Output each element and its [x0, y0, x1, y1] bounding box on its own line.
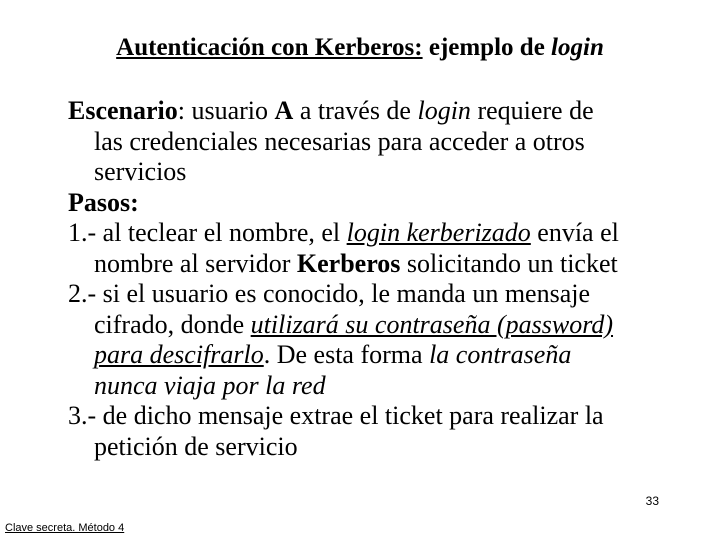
- scenario-user: A: [274, 96, 294, 125]
- steps-label: Pasos:: [68, 187, 139, 217]
- scenario-label: Escenario: [68, 96, 178, 125]
- step2-text-1: cifrado, donde: [94, 309, 251, 339]
- title-rest: ejemplo de: [422, 34, 552, 61]
- slide-body: [68, 96, 668, 462]
- step2-text-2: . De esta forma: [263, 340, 430, 369]
- scenario-line-1: [68, 96, 668, 127]
- step2-line-3: [68, 340, 668, 371]
- slide-title: [60, 32, 660, 64]
- step3-line-2: petición de servicio: [94, 431, 298, 461]
- scenario-text-1: : usuario: [177, 96, 275, 125]
- step1-text-2: envía el: [530, 218, 619, 247]
- step2-line-1: 2.- si el usuario es conocido, le manda un mensaje: [68, 279, 591, 308]
- page-number: 33: [645, 494, 659, 508]
- step3-line-1: 3.- de dicho mensaje extrae el ticket para realizar la: [68, 401, 604, 430]
- scenario-line-2: las credenciales necesarias para acceder a otros: [94, 126, 585, 156]
- step1-login-kerberizado: login kerberizado: [346, 218, 531, 247]
- step1-text-4: solicitando un ticket: [400, 248, 618, 278]
- scenario-line-3: servicios: [94, 157, 187, 186]
- scenario-text-3: requiere de: [470, 96, 594, 125]
- step2-line-4: nunca viaja por la red: [94, 370, 326, 400]
- scenario-login: login: [417, 96, 471, 125]
- scenario-text-2: a través de: [293, 96, 418, 125]
- step1-text-1: 1.- al teclear el nombre, el: [68, 218, 347, 247]
- step2-underlined-2: para descifrarlo: [94, 340, 264, 369]
- step2-line-2: [68, 310, 668, 341]
- step1-kerberos: Kerberos: [296, 248, 401, 278]
- footer-link[interactable]: Clave secreta. Método 4: [5, 522, 125, 534]
- step2-italic-1: la contraseña: [429, 340, 572, 369]
- step1-text-3: nombre al servidor: [94, 248, 297, 278]
- title-italic: login: [551, 34, 604, 61]
- step2-underlined-1: utilizará su contraseña (password): [250, 309, 614, 339]
- title-main: Autenticación con Kerberos:: [116, 34, 423, 61]
- step1-line-2: [68, 249, 668, 280]
- step1-line-1: [68, 218, 668, 249]
